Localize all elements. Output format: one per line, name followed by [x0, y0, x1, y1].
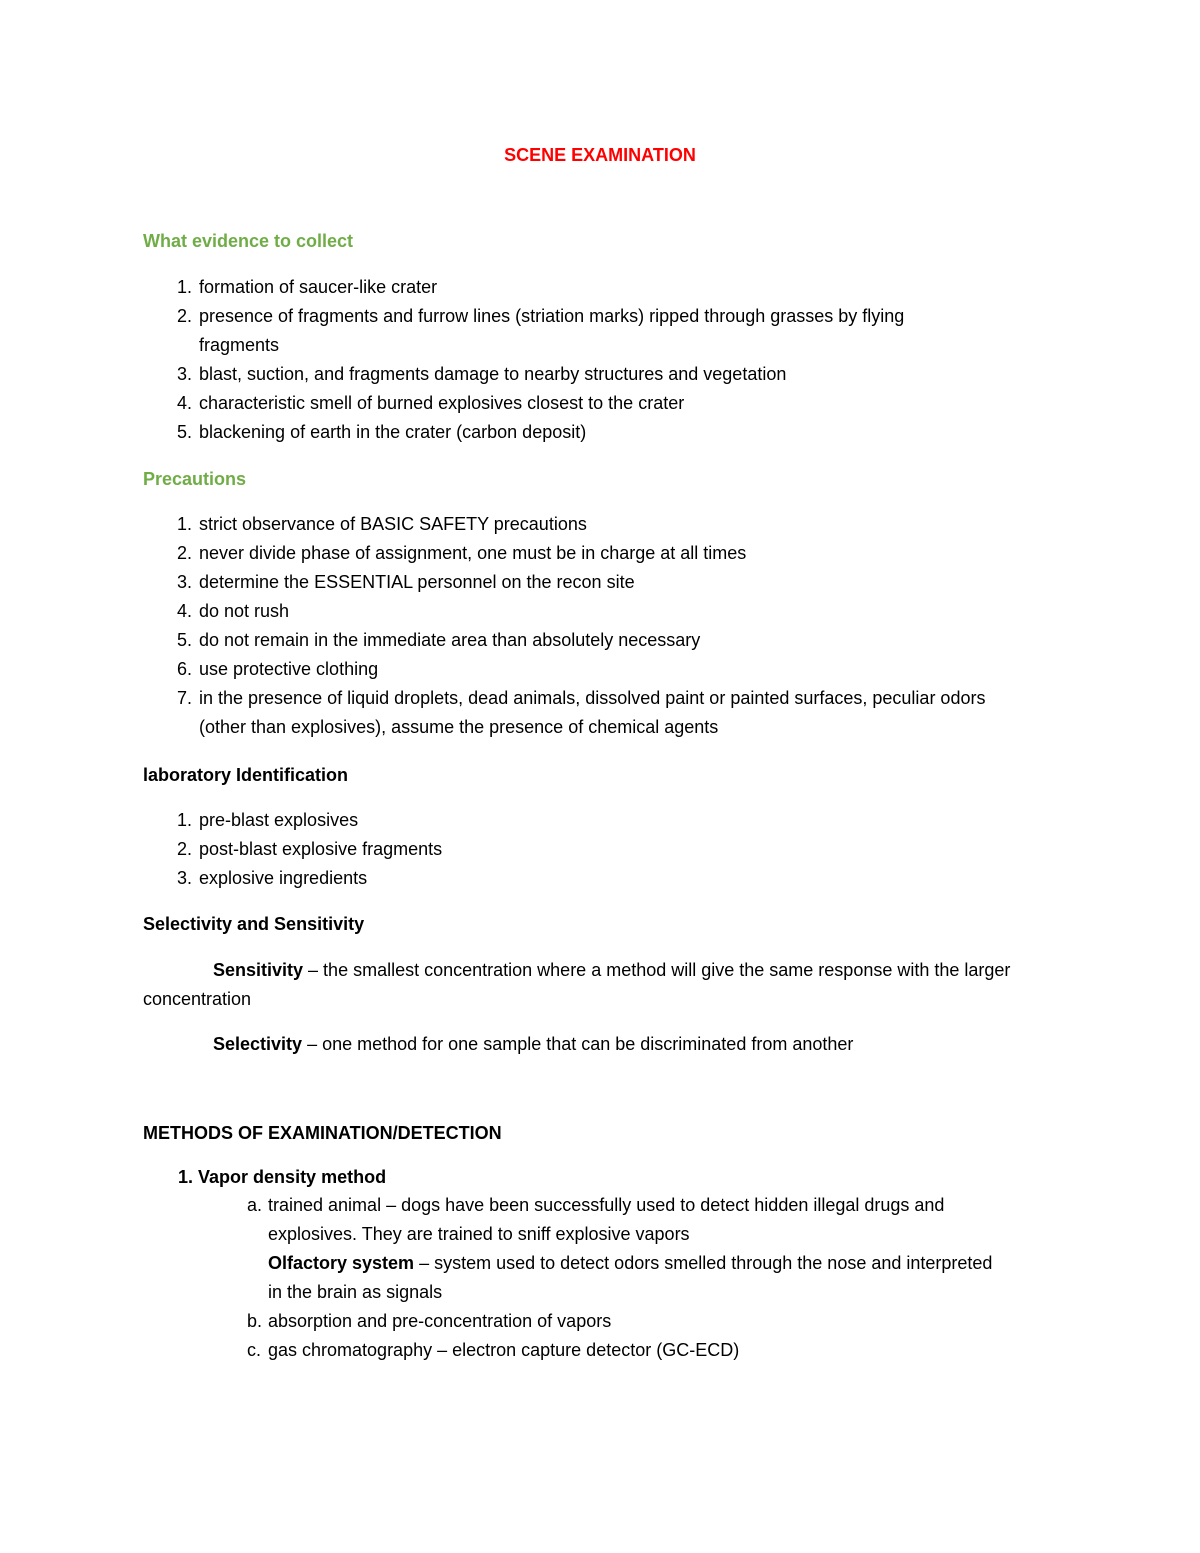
list-item: 1. formation of saucer-like crater: [177, 277, 438, 297]
sensitivity-definition: Sensitivity – the smallest concentration where a method will give the same response with the larger concentration: [143, 960, 1011, 1009]
list-item: 1. strict observance of BASIC SAFETY precautions: [177, 514, 587, 534]
sub-list-item: a. trained animal – dogs have been successfully used to detect hidden illegal drugs and explosives. They are trained to sniff explosive vapors Olfactory system – system used to detect odors smelled through the nose and interpreted in the brain as signals: [0, 1191, 1008, 1307]
evidence-list: [0, 273, 1039, 447]
selectivity-heading: Selectivity and Sensitivity: [143, 914, 365, 934]
list-item: 7. in the presence of liquid droplets, dead animals, dissolved paint or painted surfaces, peculiar odors (other than explosives), assume the presence of chemical agents: [177, 688, 986, 737]
lab-list: [0, 806, 1039, 893]
list-item: 1. pre-blast explosives: [177, 810, 359, 830]
sub-list-item: b. absorption and pre-concentration of vapors: [247, 1311, 612, 1331]
olfactory-note: Olfactory system – system used to detect odors smelled through the nose and interpreted in the brain as signals: [268, 1253, 993, 1302]
method-sub-list: [0, 1191, 1008, 1365]
lab-heading: laboratory Identification: [143, 765, 349, 785]
method-item: 1. Vapor density method: [178, 1167, 387, 1187]
list-item: 3. explosive ingredients: [177, 868, 368, 888]
list-item: 3. blast, suction, and fragments damage to nearby structures and vegetation: [177, 364, 787, 384]
sub-list-item: c. gas chromatography – electron capture detector (GC-ECD): [247, 1340, 740, 1360]
list-item: 2. never divide phase of assignment, one must be in charge at all times: [177, 543, 747, 563]
evidence-heading: What evidence to collect: [143, 231, 354, 251]
page-title: SCENE EXAMINATION: [504, 145, 696, 165]
list-item: 5. do not remain in the immediate area than absolutely necessary: [177, 630, 701, 650]
list-item: 3. determine the ESSENTIAL personnel on the recon site: [177, 572, 635, 592]
selectivity-definition: Selectivity – one method for one sample that can be discriminated from another: [213, 1034, 854, 1054]
list-item: 4. do not rush: [177, 601, 290, 621]
list-item: 2. post-blast explosive fragments: [177, 839, 443, 859]
list-item: 5. blackening of earth in the crater (carbon deposit): [177, 422, 587, 442]
precautions-list: [0, 510, 1039, 742]
precautions-heading: Precautions: [143, 469, 247, 489]
methods-heading: METHODS OF EXAMINATION/DETECTION: [143, 1123, 502, 1143]
list-item: 4. characteristic smell of burned explosives closest to the crater: [177, 393, 685, 413]
list-item: 2. presence of fragments and furrow lines (striation marks) ripped through grasses by flying fragments: [177, 306, 905, 355]
list-item: 6. use protective clothing: [177, 659, 379, 679]
